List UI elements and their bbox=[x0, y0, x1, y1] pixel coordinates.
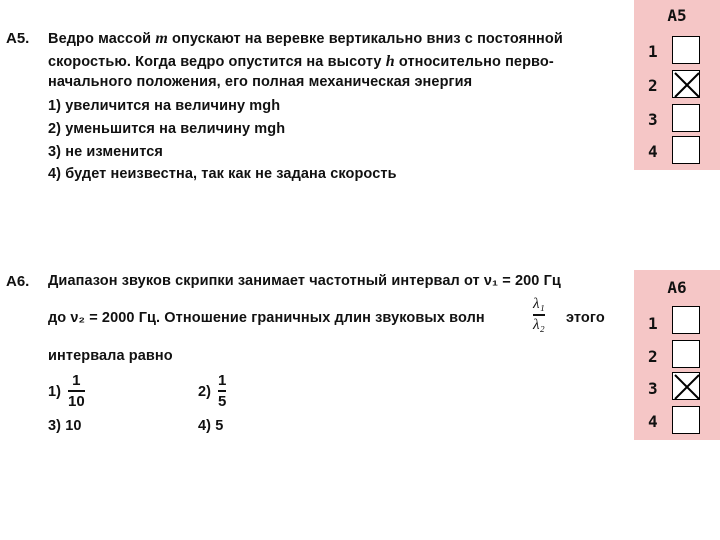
question-a5-line2 bbox=[48, 53, 554, 71]
question-a6-line1: Диапазон звуков скрипки занимает частотный интервал от ν₁ = 200 Гц bbox=[48, 273, 561, 289]
ratio-numerator: λ₁ bbox=[533, 296, 545, 312]
panel-a6-option-3-label: 3 bbox=[648, 379, 658, 398]
panel-a6-option-1-label: 1 bbox=[648, 314, 658, 333]
panel-a6-checkbox-2[interactable] bbox=[672, 340, 700, 368]
panel-a6-checkbox-4[interactable] bbox=[672, 406, 700, 434]
ratio-denominator: λ₂ bbox=[533, 316, 545, 333]
a5-option-4: 4) будет неизвестна, так как не задана скорость bbox=[48, 166, 397, 182]
fraction-bar bbox=[218, 390, 226, 392]
fraction-denominator: 5 bbox=[218, 392, 227, 410]
panel-title-a6: A6 bbox=[667, 278, 687, 297]
question-a6-line3: интервала равно bbox=[48, 348, 173, 364]
fraction-bar bbox=[68, 390, 85, 392]
panel-a5-checkbox-2[interactable] bbox=[672, 70, 700, 98]
panel-a5-checkbox-3[interactable] bbox=[672, 104, 700, 132]
cross-mark-icon bbox=[673, 373, 701, 401]
fraction-numerator: 1 bbox=[72, 372, 81, 389]
question-a6-label: A6. bbox=[6, 273, 30, 290]
panel-title-a5: A5 bbox=[667, 6, 687, 25]
a6-option-3: 3) 10 bbox=[48, 418, 82, 434]
panel-a5-option-2-label: 2 bbox=[648, 76, 658, 95]
answer-panel-a6 bbox=[634, 270, 720, 440]
a6-option-1-fraction bbox=[68, 372, 85, 410]
panel-a5-option-4-label: 4 bbox=[648, 142, 658, 161]
variable-h: h bbox=[385, 53, 395, 70]
panel-a5-option-1-label: 1 bbox=[648, 42, 658, 61]
panel-a5-option-3-label: 3 bbox=[648, 110, 658, 129]
answer-panel-a5 bbox=[634, 0, 720, 170]
question-a5-text: скоростью. Когда ведро опустится на высоту bbox=[48, 54, 382, 70]
fraction-numerator: 1 bbox=[218, 372, 227, 389]
question-a6-line2a: до ν₂ = 2000 Гц. Отношение граничных длин звуковых волн bbox=[48, 310, 485, 326]
panel-a5-checkbox-1[interactable] bbox=[672, 36, 700, 64]
a6-option-2-fraction bbox=[218, 372, 226, 410]
question-a5-text: относительно перво- bbox=[398, 54, 554, 70]
fraction-bar bbox=[533, 314, 545, 316]
fraction-denominator: 10 bbox=[68, 392, 85, 410]
question-a6-line2b: этого bbox=[566, 310, 605, 326]
question-a5-text: опускают на веревке вертикально вниз с постоянной bbox=[172, 31, 563, 47]
panel-a6-option-2-label: 2 bbox=[648, 347, 658, 366]
question-a5-line3: начального положения, его полная механическая энергия bbox=[48, 74, 473, 90]
a6-option-1-label: 1) bbox=[48, 384, 62, 400]
a6-option-2-label: 2) bbox=[198, 384, 212, 400]
wavelength-ratio bbox=[533, 296, 545, 334]
question-a5-label: A5. bbox=[6, 30, 30, 47]
cross-mark-icon bbox=[673, 71, 701, 99]
variable-m: m bbox=[155, 30, 168, 47]
question-a5-text: Ведро массой bbox=[48, 31, 152, 47]
panel-a6-checkbox-1[interactable] bbox=[672, 306, 700, 334]
panel-a6-checkbox-3[interactable] bbox=[672, 372, 700, 400]
a5-option-3: 3) не изменится bbox=[48, 144, 163, 160]
a5-option-1: 1) увеличится на величину mgh bbox=[48, 98, 281, 114]
panel-a5-checkbox-4[interactable] bbox=[672, 136, 700, 164]
question-a5-line1 bbox=[48, 30, 563, 48]
a5-option-2: 2) уменьшится на величину mgh bbox=[48, 121, 286, 137]
panel-a6-option-4-label: 4 bbox=[648, 412, 658, 431]
a6-option-4: 4) 5 bbox=[198, 418, 224, 434]
